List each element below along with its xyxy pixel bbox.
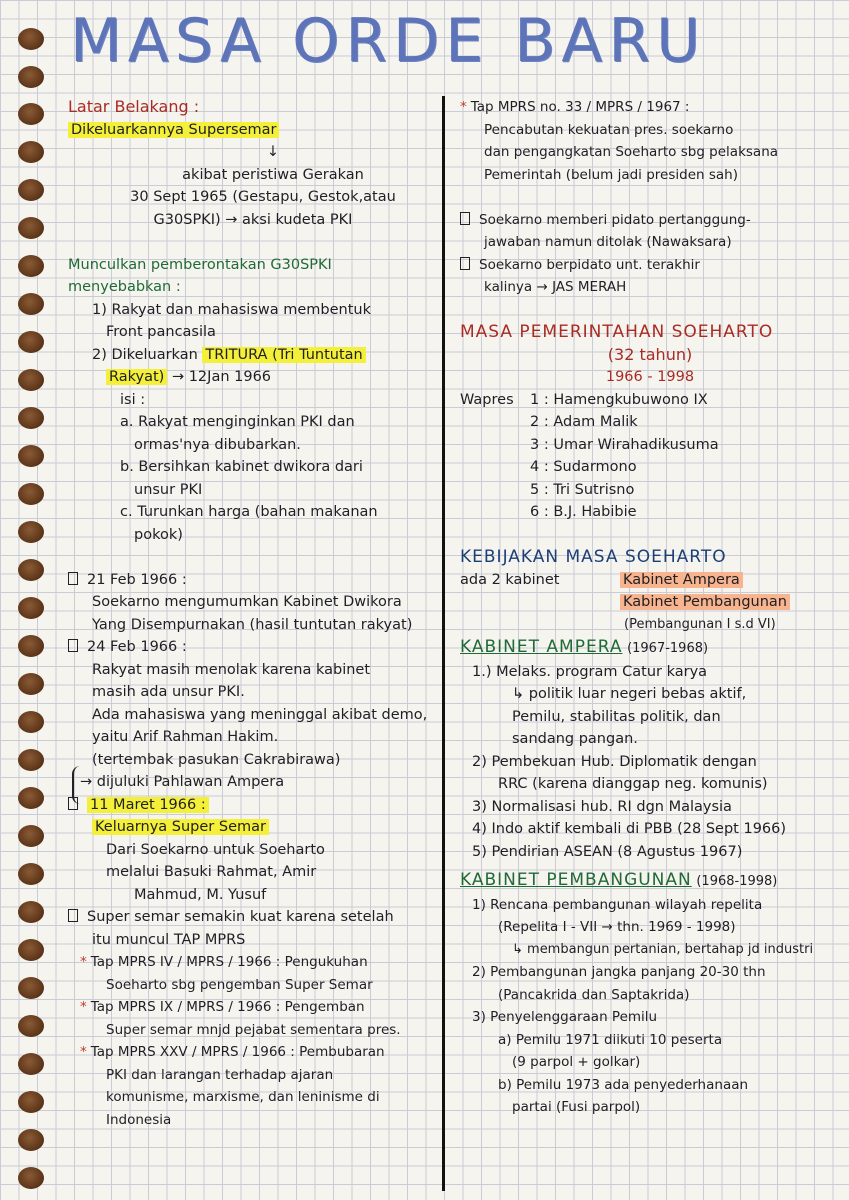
pem-3: 3) Penyelenggaraan Pemilu <box>472 1009 658 1025</box>
left-column: Latar Belakang : Dikeluarkannya Supersemar ↓ akibat peristiwa Gerakan 30 Sept 1965 (Gestapu, Gestok,atau G30SPKI) → aksi kudeta PKI Munculkan pemberontakan G30SPKI menyebabkan : 1) Rakyat dan mahasiswa membentuk Front pancasila 2) Dikeluarkan TRITURA (Tri Tuntutan Rakyat) → 12Jan 1966 isi : a. Rakyat menginginkan PKI dan ormas'nya dibubarkan. b. Bersihkan kabinet dwikora dari unsur PKI c. Turunkan harga (bahan makanan pokok) 21 Feb 1966 : Soekarno mengumumkan Kabinet Dwikora Yang Disempurnakan (hasil tuntutan rakyat) 24 Feb 1966 : Rakyat masih menolak karena kabinet masih ada unsur PKI. Ada mahasiswa yang meninggal akibat demo, yaitu Arif Rahman Hakim. (tertembak pasukan Cakrabirawa) → dijuluki Pahlawan Ampera 11 Maret 1966 : Keluarnya Super Semar Dari Soekarno untuk Soeharto melalui Basuki Rahmat, Amir Mahmud, M. Yusuf Super semar semakin kuat karena setelah itu muncul TAP MPRS * Tap MPRS IV / MPRS / 1966 : Pengukuhan Soeharto sbg pengemban Super Semar * Tap MPRS IX / MPRS / 1966 : Pengemban Super semar mnjd pejabat sementara pres. * Tap MPRS XXV / MPRS / 1966 : Pembubaran PKI dan larangan terhadap ajaran komunisme, marxisme, dan leninisme di Indonesia <box>68 96 438 1131</box>
pidato-line-1: Soekarno memberi pidato pertanggung- <box>460 209 840 232</box>
right-column: * Tap MPRS no. 33 / MPRS / 1967 : Pencabutan kekuatan pres. soekarno dan pengangkatan Soeharto sbg pelaksana Pemerintah (belum jadi presiden sah) Soekarno memberi pidato pertanggung- jawaban namun ditolak (Nawaksara) Soekarno berpidato unt. terakhir kalinya → JAS MERAH MASA PEMERINTAHAN SOEHARTO (32 tahun) 1966 - 1998 Wapres 1 : Hamengkubuwono IX 2 : Adam Malik 3 : Umar Wirahadikusuma 4 : Sudarmono 5 : Tri Sutrisno 6 : B.J. Habibie KEBIJAKAN MASA SOEHARTO ada 2 kabinet Kabinet Ampera Kabinet Pembangunan (Pembangunan I s.d VI) KABINET AMPERA (1967-1968) 1.) Melaks. program Catur karya ↳ politik luar negeri bebas aktif, Pemilu, stabilitas politik, dan sandang pangan. 2) Pembekuan Hub. Diplomatik dengan RRC (karena dianggap neg. komunis) 3) Normalisasi hub. RI dgn Malaysia 4) Indo aktif kembali di PBB (28 Sept 1966) 5) Pendirian ASEAN (8 Agustus 1967) KABINET PEMBANGUNAN (1968-1998) 1) Rencana pembangunan wilayah repelita (Repelita I - VII → thn. 1969 - 1998) ↳ membangun pertanian, bertahap jd industri 2) Pembangunan jangka panjang 20-30 thn (Pancakrida dan Saptakrida) 3) Penyelenggaraan Pemilu a) Pemilu 1971 diikuti 10 peserta (9 parpol + golkar) b) Pemilu 1973 ada penyederhanaan partai (Fusi parpol) <box>460 96 840 1119</box>
kabinet-pembangunan-sub: (Pembangunan I s.d VI) <box>624 616 776 632</box>
supersemar-highlight: Dikeluarkannya Supersemar <box>68 122 279 138</box>
akibat-line-2: 30 Sept 1965 (Gestapu, Gestok,atau <box>130 189 396 205</box>
feb24-heading: 24 Feb 1966 : <box>68 636 438 659</box>
wapres-label: Wapres <box>460 391 514 408</box>
kabinet-pembangunan-tag: Kabinet Pembangunan <box>620 594 790 610</box>
ampera-2b: RRC (karena dianggap neg. komunis) <box>498 776 768 792</box>
pidato-line-3: Soekarno berpidato unt. terakhir <box>460 254 840 277</box>
binder-holes <box>0 0 60 1200</box>
isi-a-1: a. Rakyat menginginkan PKI dan <box>120 414 355 430</box>
pem-3b1: b) Pemilu 1973 ada penyederhanaan <box>498 1076 749 1093</box>
masa-duration: (32 tahun) <box>607 344 693 364</box>
ampera-1b: ↳ politik luar negeri bebas aktif, <box>512 686 747 702</box>
latar-heading: Latar Belakang : <box>68 97 200 116</box>
tap3-line-3: komunisme, marxisme, dan leninisme di <box>106 1089 380 1105</box>
ampera-3: 3) Normalisasi hub. RI dgn Malaysia <box>472 798 732 815</box>
ampera-heading: KABINET AMPERA <box>460 637 623 657</box>
pembangunan-heading: KABINET PEMBANGUNAN <box>460 870 692 890</box>
akibat-line-1: akibat peristiwa Gerakan <box>182 166 364 183</box>
pem-1c: ↳ membangun pertanian, bertahap jd industri <box>512 941 814 957</box>
wapres-item: 6 : B.J. Habibie <box>530 504 637 520</box>
tap33-line-3: dan pengangkatan Soeharto sbg pelaksana <box>484 144 779 160</box>
arrow-down: ↓ <box>266 144 280 160</box>
isi-b-2: unsur PKI <box>134 481 203 498</box>
isi-c-2: pokok) <box>134 526 183 543</box>
feb24-line-6: → dijuluki Pahlawan Ampera <box>80 774 285 790</box>
point-2-pre: 2) Dikeluarkan <box>92 346 198 363</box>
feb21-line-1: Soekarno mengumumkan Kabinet Dwikora <box>92 594 402 610</box>
ampera-1c: Pemilu, stabilitas politik, dan <box>512 708 721 725</box>
ss-line-2: itu muncul TAP MPRS <box>92 931 246 948</box>
isi-c-1: c. Turunkan harga (bahan makanan <box>120 504 378 520</box>
tap33-line-2: Pencabutan kekuatan pres. soekarno <box>484 121 734 138</box>
wapres-item: 1 : Hamengkubuwono IX <box>530 391 708 408</box>
point-1a: 1) Rakyat dan mahasiswa membentuk <box>92 301 371 318</box>
pembangunan-years: (1968-1998) <box>696 874 778 889</box>
isi-a-2: ormas'nya dibubarkan. <box>134 436 301 453</box>
tap2-line-2: Super semar mnjd pejabat sementara pres. <box>106 1021 401 1038</box>
curve-mark <box>72 766 82 804</box>
tritura-highlight: TRITURA (Tri Tuntutan <box>202 347 365 363</box>
point-2-date: → 12Jan 1966 <box>171 369 272 385</box>
pidato-line-2: jawaban namun ditolak (Nawaksara) <box>484 234 732 250</box>
page-title: MASA ORDE BARU <box>70 6 707 76</box>
pem-3b2: partai (Fusi parpol) <box>512 1099 641 1115</box>
feb24-line-5: (tertembak pasukan Cakrabirawa) <box>92 751 341 768</box>
mar11-heading: 11 Maret 1966 : <box>87 797 209 813</box>
masa-years: 1966 - 1998 <box>605 369 695 385</box>
kebijakan-ada: ada 2 kabinet <box>460 571 560 588</box>
pidato-line-4: kalinya → JAS MERAH <box>484 279 627 295</box>
tap33-line-1: Tap MPRS no. 33 / MPRS / 1967 : <box>470 99 690 115</box>
muncul-heading-1: Munculkan pemberontakan G30SPKI <box>68 256 332 273</box>
feb21-line-2: Yang Disempurnakan (hasil tuntutan rakyat) <box>92 616 413 633</box>
ampera-5: 5) Pendirian ASEAN (8 Agustus 1967) <box>472 843 743 860</box>
tap3-line-1: Tap MPRS XXV / MPRS / 1966 : Pembubaran <box>90 1044 385 1060</box>
ampera-2a: 2) Pembekuan Hub. Diplomatik dengan <box>472 753 757 770</box>
feb24-line-3: Ada mahasiswa yang meninggal akibat demo, <box>92 706 428 723</box>
akibat-line-3: G30SPKI) → aksi kudeta PKI <box>153 211 353 228</box>
kabinet-ampera-tag: Kabinet Ampera <box>620 572 743 588</box>
ampera-years: (1967-1968) <box>627 641 709 656</box>
pem-3a1: a) Pemilu 1971 diikuti 10 peserta <box>498 1031 723 1048</box>
tap1-line-1: Tap MPRS IV / MPRS / 1966 : Pengukuhan <box>90 954 368 970</box>
wapres-item: 2 : Adam Malik <box>530 414 638 430</box>
rakyat-highlight: Rakyat) <box>106 369 167 385</box>
pem-2b: (Pancakrida dan Saptakrida) <box>498 986 690 1003</box>
tap33-line-4: Pemerintah (belum jadi presiden sah) <box>484 166 738 183</box>
isi-b-1: b. Bersihkan kabinet dwikora dari <box>120 459 363 475</box>
isi-label: isi : <box>120 391 146 408</box>
mar11-line-4: Mahmud, M. Yusuf <box>134 886 267 903</box>
pem-3a2: (9 parpol + golkar) <box>512 1054 641 1070</box>
wapres-item: 3 : Umar Wirahadikusuma <box>530 436 719 453</box>
feb24-line-1: Rakyat masih menolak karena kabinet <box>92 661 371 678</box>
point-1b: Front pancasila <box>106 324 216 340</box>
tap3-line-2: PKI dan larangan terhadap ajaran <box>106 1066 334 1083</box>
pem-2a: 2) Pembangunan jangka panjang 20-30 thn <box>472 964 766 980</box>
pem-1b: (Repelita I - VII → thn. 1969 - 1998) <box>498 919 736 935</box>
column-divider <box>442 96 445 1191</box>
pem-1a: 1) Rencana pembangunan wilayah repelita <box>472 896 763 913</box>
kebijakan-heading: KEBIJAKAN MASA SOEHARTO <box>460 547 727 567</box>
feb24-line-2: masih ada unsur PKI. <box>92 684 245 700</box>
masa-pemerintahan-heading: MASA PEMERINTAHAN SOEHARTO <box>460 322 774 342</box>
mar11-line-2: Dari Soekarno untuk Soeharto <box>106 841 325 858</box>
ampera-4: 4) Indo aktif kembali di PBB (28 Sept 1966) <box>472 821 787 837</box>
wapres-item: 4 : Sudarmono <box>530 459 637 475</box>
mar11-line-3: melalui Basuki Rahmat, Amir <box>106 864 317 880</box>
ampera-1d: sandang pangan. <box>512 731 638 747</box>
mar11-line-1: Keluarnya Super Semar <box>92 819 269 835</box>
feb24-line-4: yaitu Arif Rahman Hakim. <box>92 729 279 745</box>
wapres-item: 5 : Tri Sutrisno <box>530 481 635 498</box>
tap2-line-1: Tap MPRS IX / MPRS / 1966 : Pengemban <box>90 999 365 1015</box>
feb21-heading: 21 Feb 1966 : <box>68 569 438 592</box>
tap3-line-4: Indonesia <box>106 1111 172 1128</box>
tap1-line-2: Soeharto sbg pengemban Super Semar <box>106 976 373 993</box>
muncul-heading-2: menyebabkan : <box>68 279 181 295</box>
ss-line-1: Super semar semakin kuat karena setelah <box>68 906 438 929</box>
ampera-1a: 1.) Melaks. program Catur karya <box>472 663 708 680</box>
